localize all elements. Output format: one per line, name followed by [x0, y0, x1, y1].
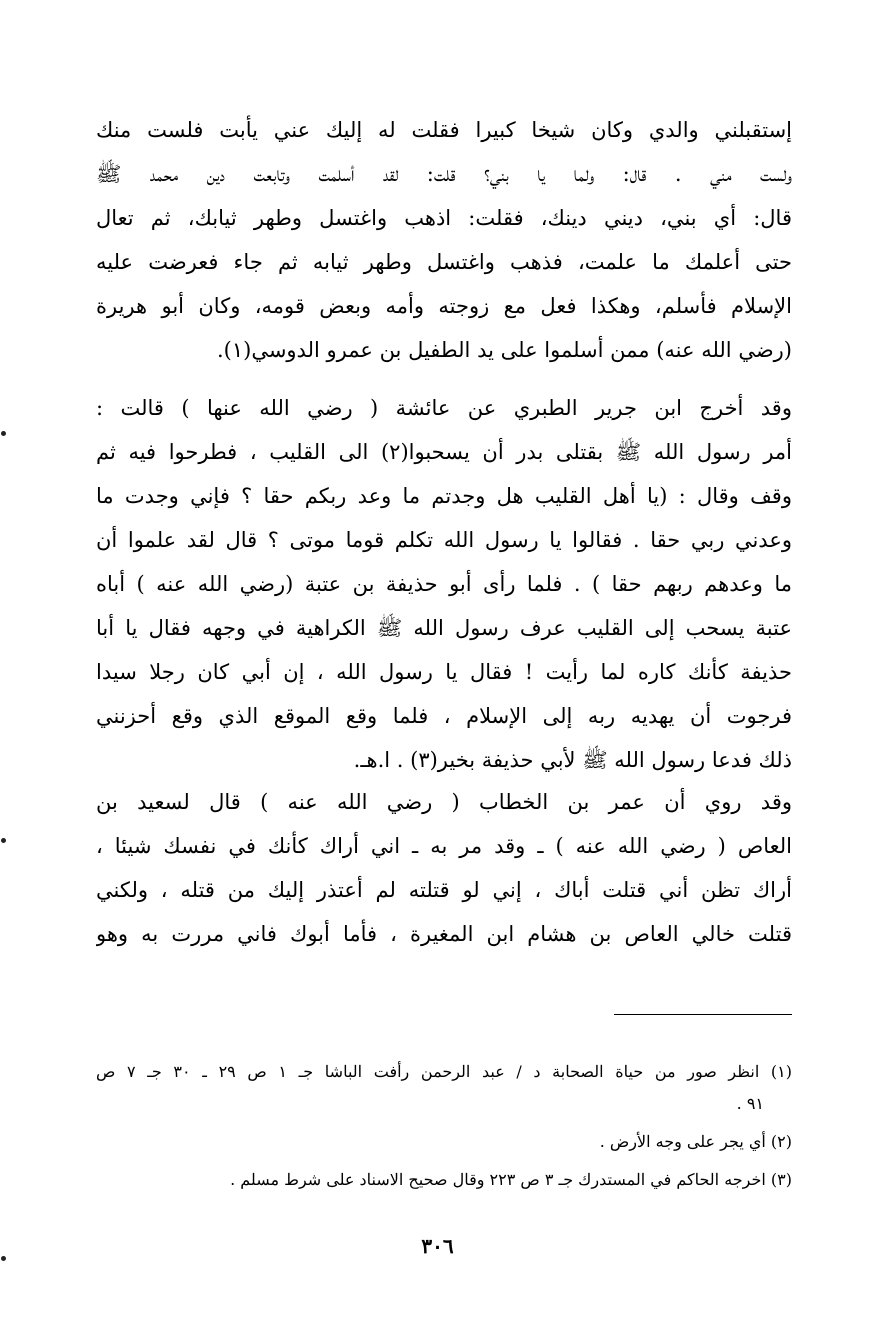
- text-line: أمر رسول الله ﷺ بقتلى بدر أن يسحبوا(٢) الى القليب ، فطرحوا فيه ثم: [96, 440, 792, 464]
- text-line: حذيفة كأنك كاره لما رأيت ! فقال يا رسول الله ، إن أبي كان رجلا سيدا: [96, 660, 792, 684]
- text-line: ذلك فدعا رسول الله ﷺ لأبي حذيفة بخير(٣) . ا.هـ.: [353, 748, 792, 772]
- footnote-separator: [614, 1014, 792, 1015]
- text-line: فرجوت أن يهديه ربه إلى الإسلام ، فلما وقع الموقع الذي وقع أحزنني: [96, 704, 792, 728]
- text-line: وقد روي أن عمر بن الخطاب ( رضي الله عنه ) قال لسعيد بن: [96, 790, 792, 814]
- text-line: قال: أي بني، ديني دينك، فقلت: اذهب واغتسل وطهر ثيابك، ثم تعال: [96, 206, 792, 230]
- footnote-1-continuation: ٩١ .: [736, 1094, 764, 1113]
- text-line: حتى أعلمك ما علمت، فذهب واغتسل وطهر ثيابه ثم جاء فعرضت عليه: [96, 250, 792, 274]
- text-line: إستقبلني والدي وكان شيخا كبيرا فقلت له إليك عني يأبت فلست منك: [96, 118, 792, 142]
- text-line: ما وعدهم ربهم حقا ) . فلما رأى أبو حذيفة بن عتبة (رضي الله عنه ) أباه: [96, 572, 792, 596]
- text-line: أراك تظن أني قتلت أباك ، إني لو قتلته لم أعتذر إليك من قتله ، ولكني: [96, 878, 792, 902]
- footnotes: [96, 1056, 792, 1196]
- text-line: العاص ( رضي الله عنه ) ـ وقد مر به ـ اني أراك كأنك في نفسك شيئا ،: [96, 834, 792, 858]
- text-line: عتبة يسحب إلى القليب عرف رسول الله ﷺ الكراهية في وجهه فقال يا أبا: [96, 616, 792, 640]
- scan-speck: [1, 431, 6, 436]
- page-number: ٣٠٦: [421, 1234, 454, 1258]
- footnote-3: (٣) اخرجه الحاكم في المستدرك جـ ٣ ص ٢٢٣ وقال صحيح الاسناد على شرط مسلم .: [230, 1170, 792, 1189]
- footnote-2: (٢) أي يجر على وجه الأرض .: [599, 1132, 792, 1151]
- scan-speck: [1, 1256, 6, 1261]
- text-line: وقف وقال : (يا أهل القليب هل وجدتم ما وعد ربكم حقا ؟ فإني وجدت ما: [96, 484, 792, 508]
- text-line: قتلت خالي العاص بن هشام ابن المغيرة ، فأما أبوك فاني مررت به وهو: [96, 922, 792, 946]
- scan-speck: [1, 838, 6, 843]
- text-line: الإسلام فأسلم، وهكذا فعل مع زوجته وأمه وبعض قومه، وكان أبو هريرة: [96, 294, 792, 318]
- paragraph-tufayl: [96, 108, 792, 372]
- text-line: وقد أخرج ابن جرير الطبري عن عائشة ( رضي الله عنها ) قالت :: [96, 396, 792, 420]
- paragraph-umar: [96, 780, 792, 956]
- text-line: وعدني ربي حقا . فقالوا يا رسول الله تكلم قوما موتى ؟ قال لقد علموا أن: [96, 528, 792, 552]
- footnote-1: (١) انظر صور من حياة الصحابة د / عبد الرحمن رأفت الباشا جـ ١ ص ٢٩ ـ ٣٠ جـ ٧ ص: [96, 1062, 792, 1081]
- text-line: (رضي الله عنه) ممن أسلموا على يد الطفيل بن عمرو الدوسي(١).: [216, 338, 792, 362]
- paragraph-badr: [96, 386, 792, 782]
- text-line: ولست مني . قال: ولما يا بني؟ قلت: لقد أسلمت وتابعت دين محمد ﷺ: [96, 162, 792, 186]
